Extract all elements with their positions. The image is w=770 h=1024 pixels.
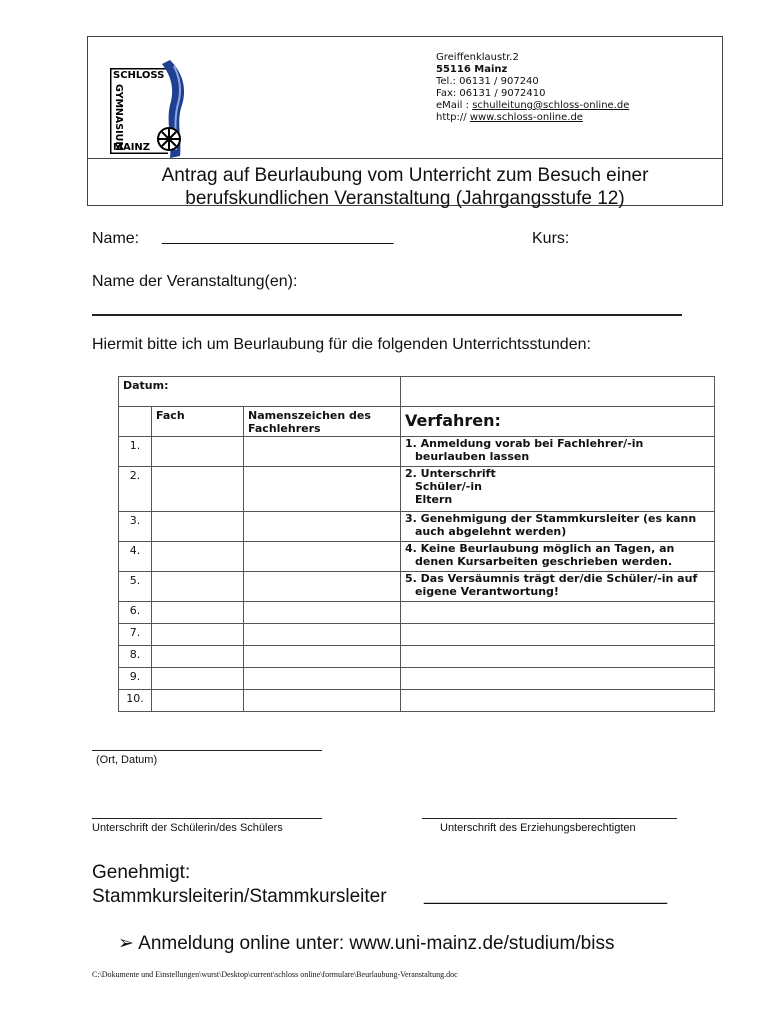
verfahren-step — [401, 467, 715, 512]
table-row — [119, 542, 715, 572]
table-row — [119, 602, 715, 624]
email-link[interactable]: schulleitung@schloss-online.de — [472, 100, 630, 111]
verfahren-step — [401, 542, 715, 572]
address-city: 55116 Mainz — [436, 64, 508, 75]
verfahren-step — [401, 437, 715, 467]
fach-header: Fach — [152, 407, 244, 437]
logo-text-schloss: SCHLOSS — [113, 70, 165, 81]
fach-cell[interactable] — [152, 646, 244, 668]
row-number: 7. — [119, 624, 152, 646]
title-line-2: berufskundlichen Veranstaltung (Jahrgangsstufe 12) — [185, 188, 625, 209]
verfahren-step — [401, 512, 715, 542]
fach-cell[interactable] — [152, 668, 244, 690]
verfahren-step-line: 4. Keine Beurlaubung möglich an Tagen, an — [405, 542, 675, 555]
wheel-icon — [158, 128, 180, 150]
verfahren-step-line: eigene Verantwortung! — [415, 585, 559, 598]
verfahren-step-line: 5. Das Versäumnis trägt der/die Schüler/-in auf — [405, 572, 698, 585]
row-number: 5. — [119, 572, 152, 602]
row-number: 10. — [119, 690, 152, 712]
row-number: 9. — [119, 668, 152, 690]
web-link[interactable]: www.schloss-online.de — [469, 112, 583, 123]
table-row — [119, 690, 715, 712]
guardian-signature-label: Unterschrift des Erziehungsberechtigten — [440, 822, 636, 834]
kurs-label: Kurs: — [532, 230, 570, 247]
school-logo — [110, 60, 190, 158]
logo-text-mainz: MAINZ — [113, 142, 151, 153]
verfahren-step-line: 1. Anmeldung vorab bei Fachlehrer/-in — [405, 437, 644, 450]
verfahren-top-cell — [401, 377, 715, 407]
verfahren-step-line: Schüler/-in — [415, 480, 482, 493]
fach-cell[interactable] — [152, 512, 244, 542]
datum-cell[interactable] — [119, 377, 401, 407]
row-number: 6. — [119, 602, 152, 624]
namenszeichen-cell[interactable] — [244, 437, 401, 467]
table-row — [119, 437, 715, 467]
arrow-bullet-icon: ➢ — [118, 933, 134, 954]
row-number: 8. — [119, 646, 152, 668]
table-body — [119, 437, 715, 712]
table-row — [119, 624, 715, 646]
datum-label: Datum: — [123, 379, 169, 392]
online-registration-text: Anmeldung online unter: www.uni-mainz.de/studium/biss — [138, 933, 615, 954]
event-input-line[interactable] — [92, 314, 682, 316]
document-title — [90, 164, 720, 210]
fach-cell[interactable] — [152, 572, 244, 602]
row-number: 2. — [119, 467, 152, 512]
approval-heading: Genehmigt: — [92, 862, 191, 883]
fach-cell[interactable] — [152, 542, 244, 572]
verfahren-title: Verfahren: — [401, 407, 715, 437]
table-row — [119, 668, 715, 690]
web-prefix: http:// — [436, 112, 470, 123]
fach-cell[interactable] — [152, 437, 244, 467]
email-prefix: eMail : — [436, 100, 473, 111]
student-signature-label: Unterschrift der Schülerin/des Schülers — [92, 822, 283, 834]
student-signature-line[interactable] — [92, 818, 322, 819]
row-number: 1. — [119, 437, 152, 467]
verfahren-step-line: auch abgelehnt werden) — [415, 525, 567, 538]
footer-file-path: C:\Dokumente und Einstellungen\wurst\Desktop\current\schloss online\formulare\Beurlaubung-Veranstaltung.doc — [92, 970, 458, 979]
namenszeichen-cell[interactable] — [244, 602, 401, 624]
event-label: Name der Veranstaltung(en): — [92, 273, 298, 290]
namenszeichen-cell[interactable] — [244, 624, 401, 646]
name-blank[interactable]: __________________________ — [162, 228, 394, 245]
fach-cell[interactable] — [152, 690, 244, 712]
table-row — [119, 467, 715, 512]
school-logo-graphic — [110, 60, 190, 158]
verfahren-step-line: Eltern — [415, 493, 453, 506]
verfahren-empty-cell — [401, 646, 715, 668]
title-line-1: Antrag auf Beurlaubung vom Unterricht zum Besuch einer — [161, 165, 649, 186]
address-fax: Fax: 06131 / 9072410 — [436, 88, 546, 99]
namenszeichen-header: Namenszeichen des Fachlehrers — [244, 407, 401, 437]
table-row — [119, 646, 715, 668]
table-row — [119, 512, 715, 542]
verfahren-step — [401, 572, 715, 602]
fach-cell[interactable] — [152, 467, 244, 512]
namenszeichen-cell[interactable] — [244, 690, 401, 712]
online-registration — [118, 932, 614, 955]
verfahren-step-line: beurlauben lassen — [415, 450, 530, 463]
address-email-row — [436, 100, 629, 112]
verfahren-empty-cell — [401, 624, 715, 646]
table-row — [119, 572, 715, 602]
verfahren-step-line: 3. Genehmigung der Stammkursleiter (es kann — [405, 512, 697, 525]
ort-datum-label: (Ort, Datum) — [96, 754, 158, 766]
fach-cell[interactable] — [152, 602, 244, 624]
verfahren-step-line: 2. Unterschrift — [405, 467, 496, 480]
address-web-row — [436, 112, 583, 124]
letterhead-divider — [87, 158, 723, 159]
row-number: 3. — [119, 512, 152, 542]
approval-signature-blank[interactable]: _______________________ — [424, 884, 668, 905]
address-tel: Tel.: 06131 / 907240 — [436, 76, 539, 87]
approval-role: Stammkursleiterin/Stammkursleiter — [92, 886, 387, 907]
namenszeichen-cell[interactable] — [244, 542, 401, 572]
verfahren-step-line: denen Kursarbeiten geschrieben werden. — [415, 555, 673, 568]
logo-text-gymnasium: GYMNASIUM — [113, 84, 124, 151]
header-num-cell — [119, 407, 152, 437]
verfahren-empty-cell — [401, 690, 715, 712]
fach-cell[interactable] — [152, 624, 244, 646]
guardian-signature-line[interactable] — [422, 818, 677, 819]
verfahren-empty-cell — [401, 602, 715, 624]
address-street: Greiffenklaustr.2 — [436, 52, 519, 63]
namenszeichen-cell[interactable] — [244, 467, 401, 512]
verfahren-empty-cell — [401, 668, 715, 690]
namenszeichen-cell[interactable] — [244, 512, 401, 542]
namenszeichen-cell[interactable] — [244, 646, 401, 668]
row-number: 4. — [119, 542, 152, 572]
name-label: Name: — [92, 230, 140, 247]
request-text: Hiermit bitte ich um Beurlaubung für die folgenden Unterrichtsstunden: — [92, 336, 591, 353]
namenszeichen-cell[interactable] — [244, 668, 401, 690]
namenszeichen-cell[interactable] — [244, 572, 401, 602]
lessons-table — [118, 376, 715, 712]
ort-datum-line[interactable] — [92, 750, 322, 751]
